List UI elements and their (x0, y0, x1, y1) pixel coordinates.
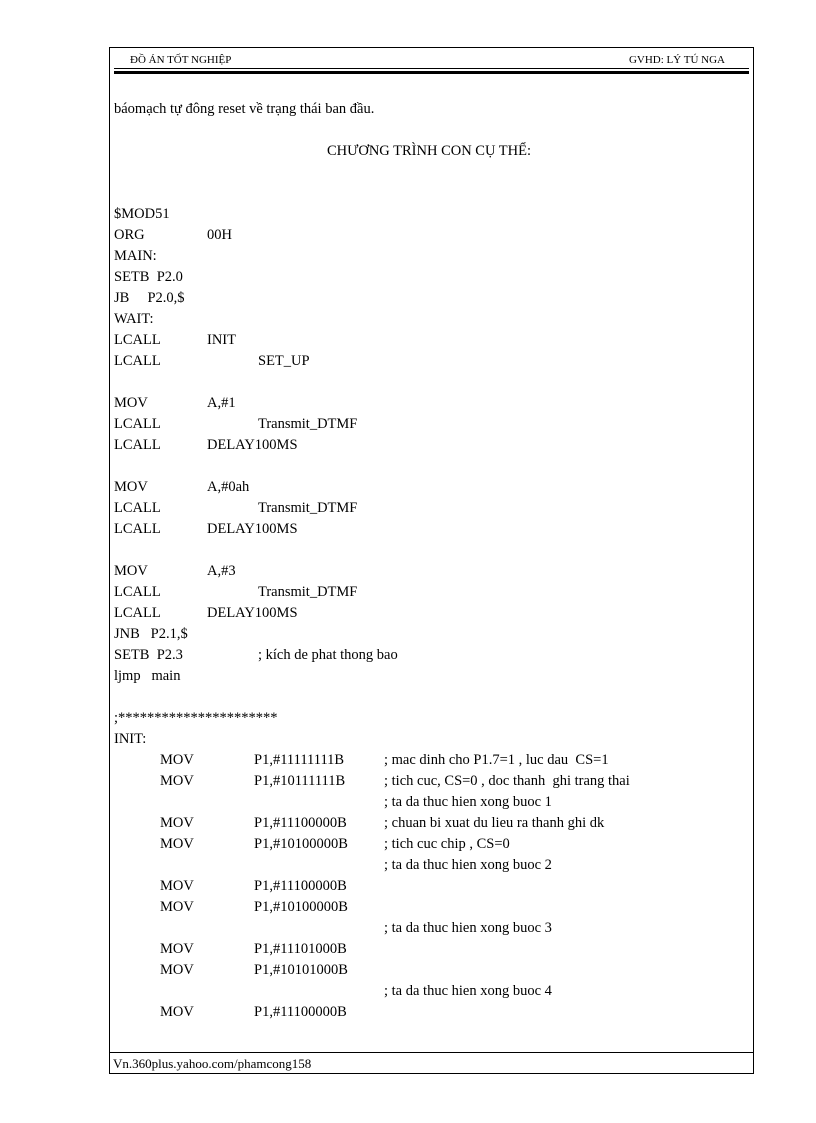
code-operand: P1,#11111111B (254, 752, 345, 768)
code-listing (114, 204, 744, 1023)
code-line (114, 729, 744, 750)
code-mnemonic: ORG (114, 227, 145, 243)
code-comment: ; tich cuc, CS=0 , doc thanh ghi trang thai (384, 773, 630, 789)
code-operand: 00H (207, 227, 232, 243)
code-mnemonic: LCALL (114, 416, 161, 432)
code-operand: DELAY100MS (207, 437, 298, 453)
code-line (114, 666, 744, 687)
code-line (114, 204, 744, 225)
code-line (114, 792, 744, 813)
code-mnemonic: MOV (114, 563, 148, 579)
code-line (114, 309, 744, 330)
code-line (114, 267, 744, 288)
header-right: GVHD: LÝ TÚ NGA (628, 54, 725, 66)
code-operand: A,#1 (207, 395, 236, 411)
code-comment: Transmit_DTMF (258, 584, 358, 600)
code-operand: A,#0ah (207, 479, 250, 495)
code-mnemonic: LCALL (114, 584, 161, 600)
code-line (114, 708, 744, 729)
code-line (114, 414, 744, 435)
code-operand: P1,#10111111B (254, 773, 346, 789)
section-title: CHƯƠNG TRÌNH CON CỤ THỂ: (326, 143, 532, 159)
code-mnemonic: JNB P2.1,$ (114, 626, 188, 642)
code-mnemonic: MOV (160, 752, 194, 768)
code-line (114, 246, 744, 267)
code-comment: Transmit_DTMF (258, 500, 358, 516)
code-mnemonic: MOV (160, 773, 194, 789)
code-line (114, 750, 744, 771)
code-mnemonic: MOV (160, 836, 194, 852)
code-mnemonic: MOV (160, 1004, 194, 1020)
code-operand: P1,#11101000B (254, 941, 347, 957)
code-mnemonic: LCALL (114, 353, 161, 369)
code-comment: ; ta da thuc hien xong buoc 3 (384, 920, 552, 936)
header-rule-thick (114, 71, 749, 74)
code-line (114, 939, 744, 960)
code-line (114, 813, 744, 834)
code-mnemonic: LCALL (114, 437, 161, 453)
code-line (114, 225, 744, 246)
code-line (114, 918, 744, 939)
code-line (114, 855, 744, 876)
code-line (114, 897, 744, 918)
blank-line (114, 540, 744, 561)
code-mnemonic: JB P2.0,$ (114, 290, 185, 306)
code-line (114, 519, 744, 540)
code-mnemonic: SETB P2.0 (114, 269, 183, 285)
code-line (114, 624, 744, 645)
code-operand: P1,#11100000B (254, 1004, 347, 1020)
code-mnemonic: MOV (160, 899, 194, 915)
code-line (114, 603, 744, 624)
footer-rule (110, 1052, 753, 1053)
code-operand: A,#3 (207, 563, 236, 579)
blank-line (114, 687, 744, 708)
code-operand: INIT (207, 332, 236, 348)
code-mnemonic: WAIT: (114, 311, 154, 327)
code-line (114, 498, 744, 519)
code-comment: ; chuan bi xuat du lieu ra thanh ghi dk (384, 815, 605, 831)
intro-text: báomạch tự đông reset về trạng thái ban đầu. (114, 101, 375, 117)
code-operand: P1,#10101000B (254, 962, 348, 978)
code-line (114, 477, 744, 498)
code-comment: SET_UP (258, 353, 310, 369)
code-mnemonic: MOV (114, 395, 148, 411)
code-operand: DELAY100MS (207, 605, 298, 621)
code-mnemonic: $MOD51 (114, 206, 170, 222)
code-operand: P1,#11100000B (254, 878, 347, 894)
code-mnemonic: MOV (160, 878, 194, 894)
header-left: ĐỒ ÁN TỐT NGHIỆP (130, 54, 232, 66)
code-mnemonic: MOV (160, 941, 194, 957)
code-line (114, 288, 744, 309)
code-operand: DELAY100MS (207, 521, 298, 537)
header-rule-thin (114, 68, 749, 69)
code-mnemonic: LCALL (114, 605, 161, 621)
code-mnemonic: MAIN: (114, 248, 157, 264)
code-line (114, 876, 744, 897)
code-mnemonic: ljmp main (114, 668, 181, 684)
code-mnemonic: MOV (160, 815, 194, 831)
code-line (114, 393, 744, 414)
code-mnemonic: LCALL (114, 521, 161, 537)
code-line (114, 960, 744, 981)
code-mnemonic: MOV (160, 962, 194, 978)
code-mnemonic: LCALL (114, 332, 161, 348)
code-mnemonic: MOV (114, 479, 148, 495)
code-mnemonic: ;********************** (114, 710, 278, 726)
code-line (114, 435, 744, 456)
code-comment: ; ta da thuc hien xong buoc 4 (384, 983, 552, 999)
code-line (114, 330, 744, 351)
code-line (114, 351, 744, 372)
code-line (114, 1002, 744, 1023)
blank-line (114, 456, 744, 477)
footer-text: Vn.360plus.yahoo.com/phamcong158 (113, 1056, 312, 1071)
code-comment: ; ta da thuc hien xong buoc 1 (384, 794, 552, 810)
code-comment: ; tich cuc chip , CS=0 (384, 836, 510, 852)
code-comment: ; kích de phat thong bao (258, 647, 398, 663)
code-line (114, 771, 744, 792)
code-line (114, 561, 744, 582)
code-mnemonic: INIT: (114, 731, 147, 747)
code-line (114, 981, 744, 1002)
code-mnemonic: SETB P2.3 (114, 647, 183, 663)
code-line (114, 645, 744, 666)
document-page (109, 47, 754, 1074)
code-line (114, 582, 744, 603)
document-body (114, 99, 744, 1023)
code-operand: P1,#11100000B (254, 815, 347, 831)
code-mnemonic: LCALL (114, 500, 161, 516)
code-comment: Transmit_DTMF (258, 416, 358, 432)
blank-line (114, 372, 744, 393)
code-operand: P1,#10100000B (254, 899, 348, 915)
code-comment: ; ta da thuc hien xong buoc 2 (384, 857, 552, 873)
code-operand: P1,#10100000B (254, 836, 348, 852)
code-comment: ; mac dinh cho P1.7=1 , luc dau CS=1 (384, 752, 609, 768)
code-line (114, 834, 744, 855)
